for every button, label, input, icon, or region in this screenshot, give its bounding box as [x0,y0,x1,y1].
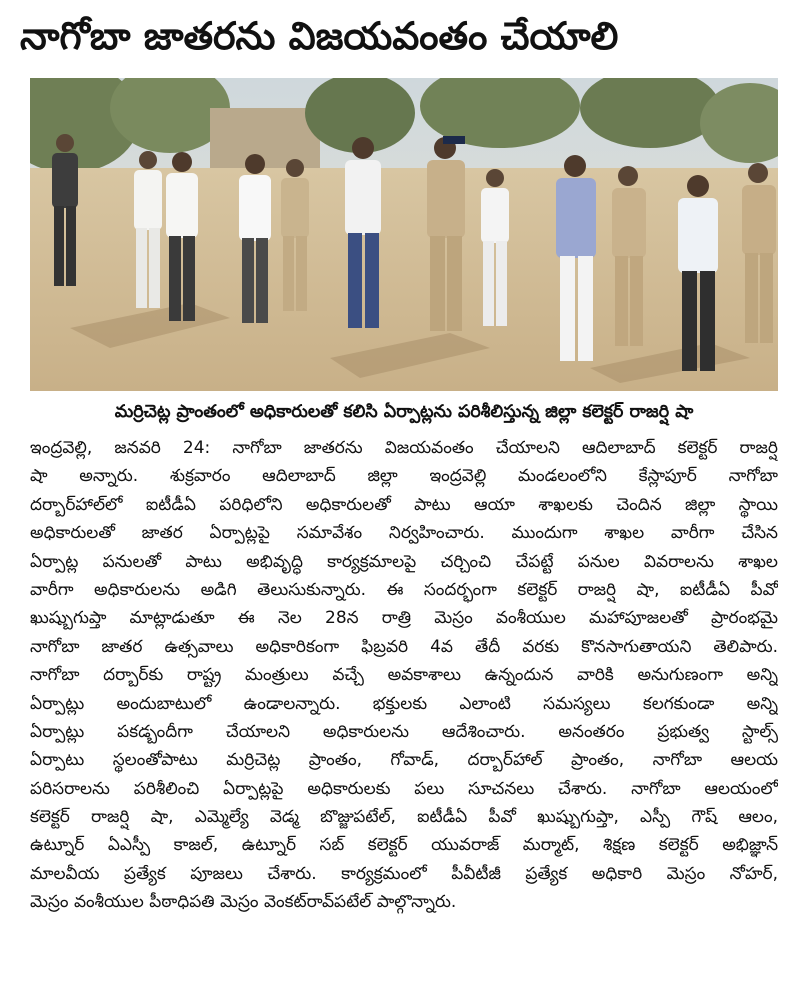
article-line: ఉట్నూర్ ఏఎస్పీ కాజల్, ఉట్నూర్ సబ్ కలెక్టర్ యువరాజ్ మర్మాట్, శిక్షణ కలెక్టర్ అభిజ్ఞాన్ [30,835,778,856]
article-line: నాగోబా దర్బార్‌కు రాష్ట్ర మంత్రులు వచ్చే అవకాశాలు ఉన్నందున వారికి అనుగుణంగా అన్ని [30,665,778,686]
headline: నాగోబా జాతరను విజయవంతం చేయాలి [20,14,619,58]
article-line: పరిసరాలను పరిశీలించి ఏర్పాట్లపై అధికారులకు పలు సూచనలు చేశారు. నాగోబా ఆలయంలో [30,778,778,799]
article-line: మాలవీయ ప్రత్యేక పూజలు చేశారు. కార్యక్రమంలో పీవీటీజీ ప్రత్యేక అధికారి మెస్రం నోహర్, [30,863,778,884]
article-line: షా అన్నారు. శుక్రవారం ఆదిలాబాద్ జిల్లా ఇంద్రవెల్లి మండలంలోని కేస్లాపూర్ నాగోబా [30,466,778,487]
article-line: వారీగా అధికారులను అడిగి తెలుసుకున్నారు. ఈ సందర్భంగా కలెక్టర్ రాజర్షి షా, ఐటీడీఏ పీవో [30,579,778,600]
article-line: ఏర్పాట్లు అందుబాటులో ఉండాలన్నారు. భక్తులకు ఎలాంటి సమస్యలు కలగకుండా అన్ని [30,693,778,714]
article-line: అధికారులతో జాతర ఏర్పాట్లపై సమావేశం నిర్వహించారు. ముందుగా శాఖల వారీగా చేసిన [30,523,778,544]
article-line: నాగోబా జాతర ఉత్సవాలు అధికారికంగా ఫిబ్రవరి 4వ తేదీ వరకు కొనసాగుతాయని తెలిపారు. [30,636,778,657]
article-line: ఏర్పాట్ల పనులతో పాటు అభివృద్ధి కార్యక్రమాలపై చర్చించి చేపట్టే పనుల వివరాలను శాఖల [30,551,778,572]
article-line: మెస్రం వంశీయుల పీఠాధిపతి మెస్రం వెంకట్‌రావ్‌పటేల్ పాల్గొన్నారు. [30,892,457,913]
photo-caption: మర్రిచెట్ల ప్రాంతంలో అధికారులతో కలిసి ఏర్పాట్లను పరిశీలిస్తున్న జిల్లా కలెక్టర్ రాజర్షి షా [114,402,694,422]
article-line: కలెక్టర్ రాజర్షి షా, ఎమ్మెల్యే వెడ్మ బొజ్జుపటేల్, ఐటీడీఏ పీవో ఖుష్బుగుప్తా, ఎస్పీ గౌష్ ఆలం, [30,807,778,828]
article-line: ఏర్పాటు స్థలంతోపాటు మర్రిచెట్ల ప్రాంతం, గోవాడ్, దర్బార్‌హాల్ ప్రాంతం, నాగోబా ఆలయ [30,750,778,771]
news-photo-illustration [30,78,778,391]
article-line: ఏర్పాట్లు పకడ్బందీగా చేయాలని అధికారులను ఆదేశించారు. అనంతరం ప్రభుత్వ స్టాల్స్ [30,721,778,742]
news-photo [30,78,778,391]
article-line: ఖుష్బుగుప్తా మాట్లాడుతూ ఈ నెల 28న రాత్రి మెస్రం వంశీయుల మహాపూజలతో ప్రారంభమై [30,608,778,629]
article-line: దర్బార్‌హాల్‌లో ఐటీడీఏ పరిధిలోని అధికారులతో పాటు ఆయా శాఖలకు చెందిన జిల్లా స్థాయి [30,494,778,515]
article-line: ఇంద్రవెల్లి, జనవరి 24: నాగోబా జాతరను విజయవంతం చేయాలని ఆదిలాబాద్ కలెక్టర్ రాజర్షి [30,438,778,458]
article-body [30,434,778,917]
